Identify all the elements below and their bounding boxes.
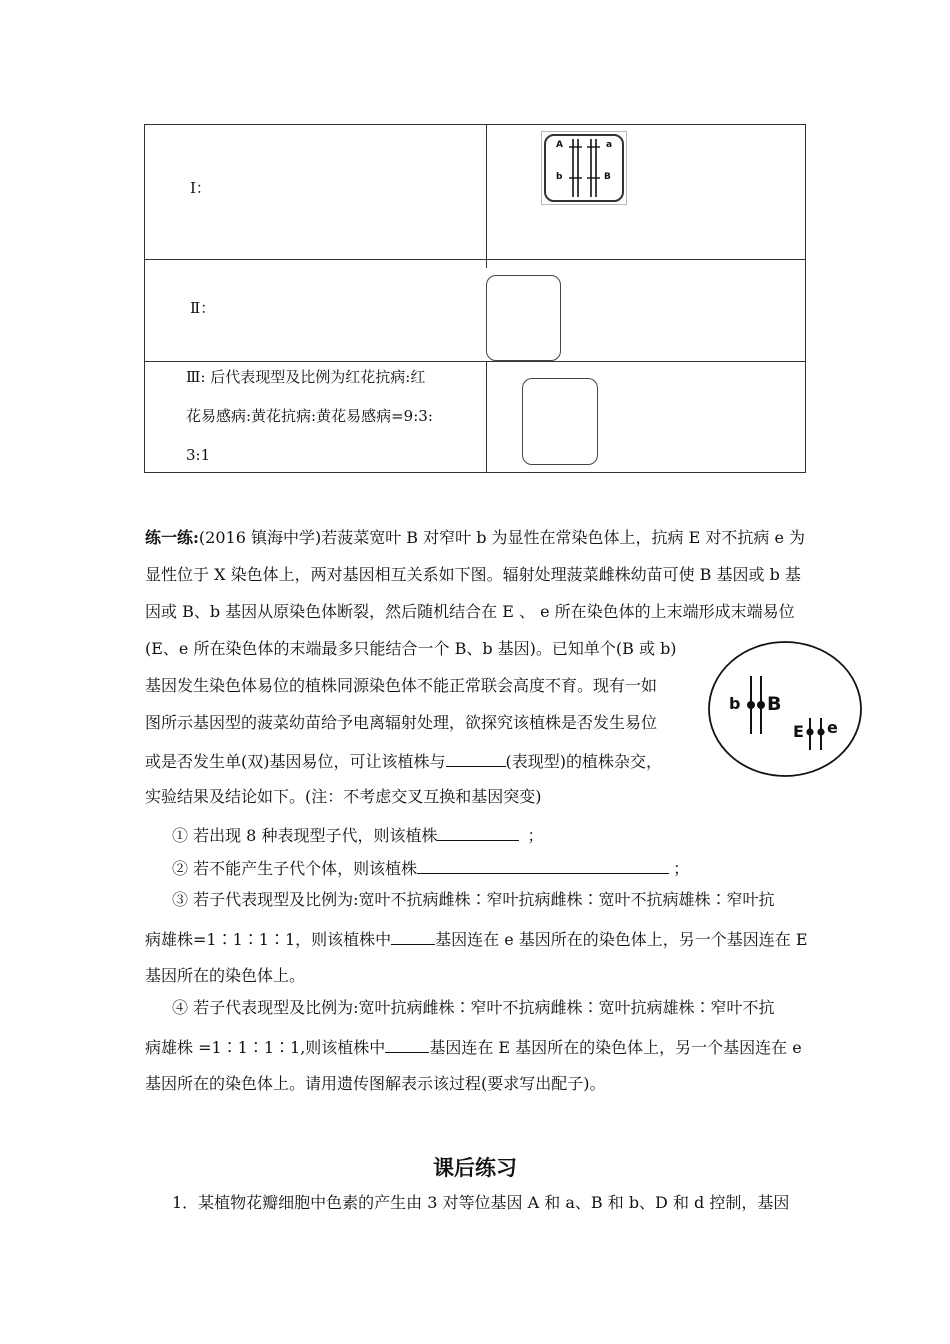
row1-label: Ⅰ： — [190, 179, 211, 197]
exercise-text: 或是否发生单(双)基因易位，可让该植株与 — [145, 752, 446, 771]
chromosome-figure-circle — [707, 640, 863, 778]
exercise-text: (2016 镇海中学)若菠菜宽叶 B 对窄叶 b 为显性在常染色体上，抗病 E 对不抗病 e 为 — [198, 528, 806, 547]
section-title: 课后练习 — [433, 1155, 517, 1180]
exercise-text: (表现型)的植株杂交， — [505, 752, 662, 771]
table-column-divider — [486, 124, 487, 268]
item-3-line-2 — [145, 928, 808, 950]
empty-figure-box-3 — [522, 378, 598, 465]
table-row-divider — [144, 259, 806, 260]
gene-label: B — [767, 693, 782, 715]
chromosome-pair-drawing — [542, 132, 626, 204]
row2-label: Ⅱ： — [190, 299, 216, 317]
item-text: ； — [527, 826, 544, 845]
row3-text — [186, 358, 516, 475]
item-text: 病雄株=1∶1∶1∶1，则该植株中 — [145, 930, 392, 949]
exercise-line-6: 图所示基因型的菠菜幼苗给予电离辐射处理，欲探究该植株是否发生易位 — [145, 713, 658, 732]
fill-blank[interactable] — [385, 1036, 429, 1053]
exercise-line-8: 实验结果及结论如下。(注：不考虑交叉互换和基因突变) — [145, 787, 542, 806]
item-4-line-2 — [145, 1036, 802, 1058]
exercise-line-3: 因或 B、b 基因从原染色体断裂，然后随机结合在 E 、 e 所在染色体的上末端形成末端易位 — [145, 602, 795, 621]
gene-label: b — [729, 694, 741, 713]
row3-line: Ⅲ: 后代表现型及比例为红花抗病:红 — [186, 368, 426, 386]
gene-label: a — [606, 140, 613, 150]
chromosome-figure-1 — [541, 131, 627, 205]
question-1: 1．某植物花瓣细胞中色素的产生由 3 对等位基因 A 和 a、B 和 b、D 和 d 控制，基因 — [172, 1193, 790, 1212]
gene-label: e — [827, 718, 838, 737]
gene-label: E — [793, 722, 804, 741]
item-4-line-1: ④ 若子代表现型及比例为:宽叶抗病雌株∶窄叶不抗病雌株∶宽叶抗病雄株∶窄叶不抗 — [172, 998, 775, 1017]
exercise-line-4: (E、e 所在染色体的末端最多只能结合一个 B、b 基因)。已知单个(B 或 b) — [145, 639, 677, 658]
exercise-line-5: 基因发生染色体易位的植株同源染色体不能正常联会高度不育。现有一如 — [145, 676, 658, 695]
item-3-line-3: 基因所在的染色体上。 — [145, 966, 306, 985]
exercise-line-2: 显性位于 X 染色体上，两对基因相互关系如下图。辐射处理菠菜雌株幼苗可使 B 基因或 b 基 — [145, 565, 801, 584]
gene-label: B — [604, 172, 611, 182]
fill-blank[interactable] — [417, 857, 669, 874]
row3-line: 3:1 — [186, 446, 211, 464]
item-text: 基因连在 e 基因所在的染色体上，另一个基因连在 E — [435, 930, 808, 949]
item-text: 病雄株 =1∶1∶1∶1,则该植株中 — [145, 1038, 386, 1057]
item-text: ① 若出现 8 种表现型子代，则该植株 — [172, 826, 438, 845]
item-4-line-3: 基因所在的染色体上。请用遗传图解表示该过程(要求写出配子)。 — [145, 1074, 606, 1093]
item-3-line-1: ③ 若子代表现型及比例为:宽叶不抗病雌株∶窄叶抗病雌株∶宽叶不抗病雄株∶窄叶抗 — [172, 890, 775, 909]
fill-blank[interactable] — [391, 928, 435, 945]
empty-figure-box-2 — [486, 275, 561, 361]
row3-line: 花易感病:黄花抗病:黄花易感病=9:3: — [186, 407, 433, 425]
fill-blank[interactable] — [446, 750, 506, 767]
item-2 — [172, 857, 689, 879]
item-1 — [172, 824, 543, 846]
fill-blank[interactable] — [437, 824, 519, 841]
item-text: ； — [673, 859, 690, 878]
exercise-line-1 — [145, 528, 805, 548]
exercise-line-7 — [145, 750, 662, 772]
exercise-label: 练一练: — [145, 528, 199, 547]
item-text: 基因连在 E 基因所在的染色体上，另一个基因连在 e — [429, 1038, 802, 1057]
gene-label: A — [556, 140, 563, 150]
gene-label: b — [556, 172, 563, 182]
item-text: ② 若不能产生子代个体，则该植株 — [172, 859, 418, 878]
